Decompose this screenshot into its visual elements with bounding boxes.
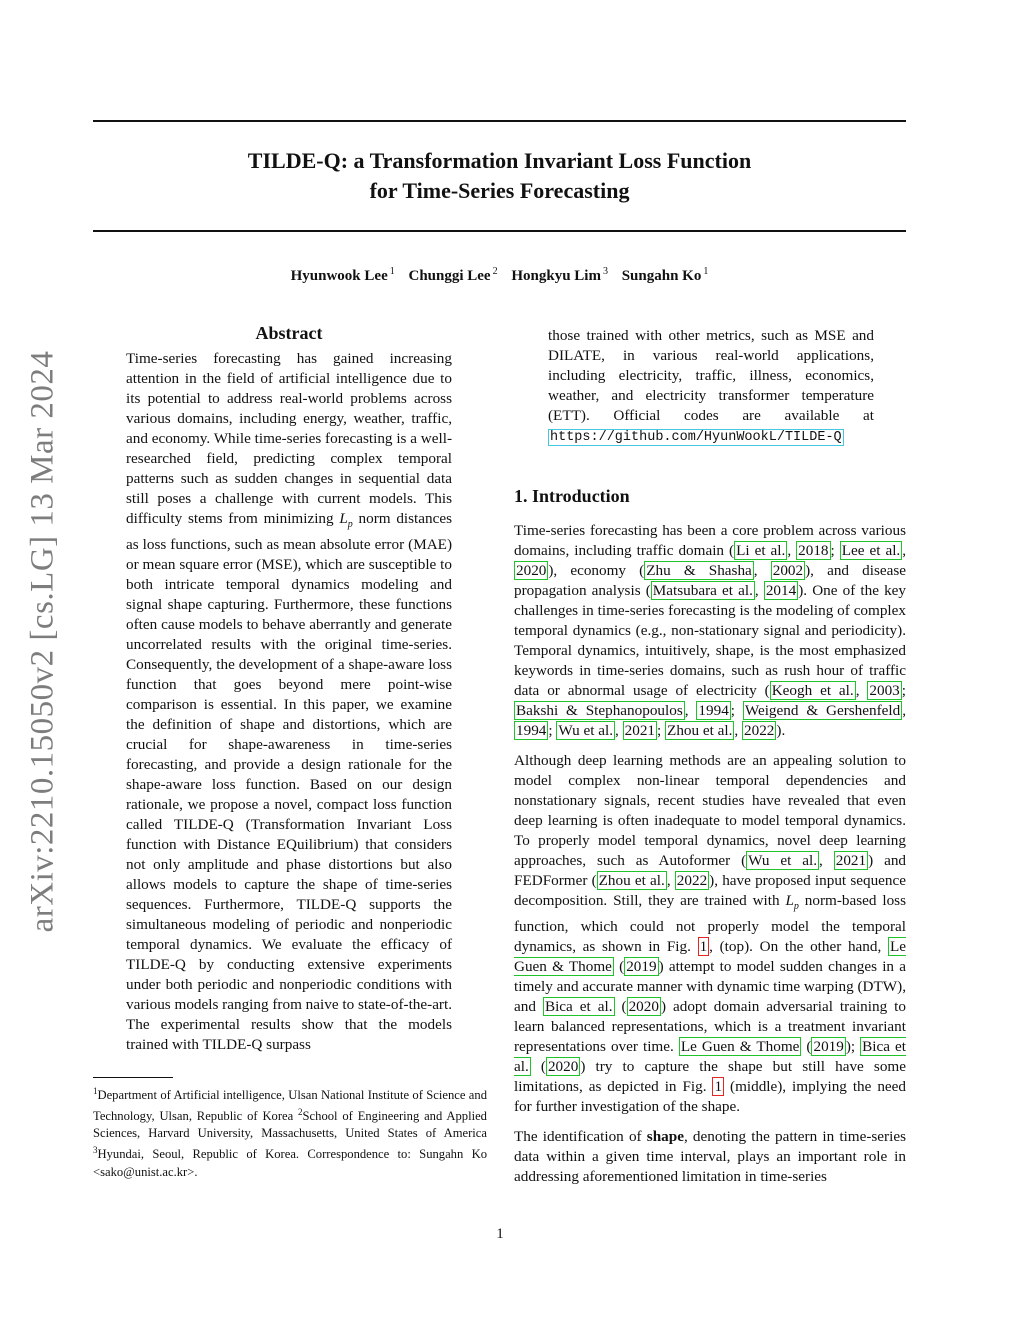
- footnote-rule: [93, 1077, 173, 1078]
- citation-link[interactable]: Zhou et al.: [667, 722, 733, 739]
- lp-norm-symbol: $L_p$: [339, 510, 353, 531]
- abstract-continuation: those trained with other metrics, such as MSE and DILATE, in various real-world applications, including electricity, traffic, illness, economics, weather, and electricity transformer temperature (ETT). Official codes are available at https://github.com/HyunWookL/TILDE-Q: [548, 327, 874, 445]
- paper-title: [93, 146, 906, 206]
- citation-link[interactable]: Le Guen & Thome: [680, 1038, 800, 1056]
- introduction-heading: 1. Introduction: [514, 486, 630, 506]
- author: Hongkyu Lim $^3$: [511, 266, 608, 284]
- figure-reference-link[interactable]: 1: [699, 938, 708, 956]
- author: Chunggi Lee $^2$: [408, 266, 498, 284]
- citation-link[interactable]: Zhu & Shasha: [646, 562, 752, 579]
- emphasized-term: shape: [646, 1128, 684, 1146]
- citation-link[interactable]: Wu et al.: [558, 722, 614, 739]
- citation-link[interactable]: 2022: [744, 722, 775, 739]
- citation-link[interactable]: 2020: [516, 562, 547, 579]
- citation-link[interactable]: Wu et al.: [748, 852, 818, 869]
- citation-link[interactable]: 2021: [835, 852, 867, 869]
- lp-norm-symbol: $L_p$: [785, 892, 799, 913]
- citation-link[interactable]: Le Guen & Thome: [514, 938, 906, 976]
- right-column: [514, 326, 906, 1197]
- intro-paragraph-3: The identification of shape, denoting the pattern in time-series data within a given time interval, plays an important role in addressing aforementioned limitation in time-series: [514, 1128, 906, 1186]
- citation-link[interactable]: Weigend & Gershenfeld: [744, 702, 901, 719]
- github-link[interactable]: https://github.com/HyunWookL/TILDE-Q: [550, 430, 842, 445]
- citation-link[interactable]: 2018: [798, 542, 829, 559]
- figure-reference-link[interactable]: 1: [714, 1078, 723, 1096]
- citation-link[interactable]: 2014: [765, 582, 797, 599]
- citation-link[interactable]: Lee et al.: [841, 542, 901, 559]
- citation-link[interactable]: Bica et al.: [514, 1038, 906, 1076]
- citation-link[interactable]: 2020: [628, 998, 659, 1016]
- citation-link[interactable]: 2019: [626, 958, 657, 976]
- citation-link[interactable]: 1994: [698, 702, 729, 719]
- title-line-2: for Time-Series Forecasting: [369, 178, 630, 203]
- abstract-body: Time-series forecasting has gained increasing attention in the field of artificial intelligence due to its potential to address real-world problems across various domains, including energy, weather, traffic, and economy. While time-series forecasting is a well-researched field, predicting complex temporal patterns such as sudden changes in sequential data still poses a challenge with current models. This difficulty stems from minimizing $L_p$ norm distances as loss functions, such as mean absolute error (MAE) or mean square error (MSE), which are susceptible to both intricate temporal dynamics modeling and signal shape capturing. Furthermore, these functions often cause models to behave aberrantly and generate uncorrelated results with the original time-series. Consequently, the development of a shape-aware loss function that goes beyond mere point-wise comparison is essential. In this paper, we examine the definition of shape and distortions, which are crucial for shape-awareness in time-series forecasting, and provide a design rationale for the shape-aware loss function. Based on our design rationale, we propose a novel, compact loss function called TILDE-Q (Transformation Invariant Loss function with Distance EQuilibrium) that considers not only amplitude and phase distortions but also allows models to capture the shape of time-series sequences. Furthermore, TILDE-Q supports the simultaneous modeling of periodic and nonperiodic temporal dynamics. We evaluate the efficacy of TILDE-Q by conducting extensive experiments under both periodic and nonperiodic conditions with various models ranging from naive to state-of-the-art. The experimental results show that the models trained with TILDE-Q surpass: [126, 350, 453, 1054]
- left-column: [126, 322, 452, 1065]
- citation-link[interactable]: Keogh et al.: [771, 682, 854, 699]
- intro-paragraph-2: Although deep learning methods are an appealing solution to model complex non-linear temporal dependencies and nonstationary signals, recent studies have revealed that even deep learning is often inadequate to model temporal dynamics. To properly model temporal dynamics, novel deep learning approaches, such as Autoformer ( Wu et al. , 2021 ) and FEDFormer ( Zhou et al. , 2022 ), have proposed input sequence decomposition. Still, they are trained with $L_p$ norm-based loss function, which could not properly model the temporal dynamics, as shown in Fig. 1 , (top). On the other hand, Le Guen & Thome ( 2019 ) attempt to model sudden changes in a timely and accurate manner with dynamic time warping (DTW), and Bica et al. ( 2020 ) adopt domain adversarial training to learn balanced representations, which is a treatment invariant representations over time. Le Guen & Thome ( 2019 ); Bica et al. ( 2020 ) try to capture the shape but still have some limitations, as depicted in Fig. 1 (middle), implying the need for further investigation of the shape.: [514, 752, 907, 1116]
- citation-link[interactable]: 2019: [813, 1038, 844, 1056]
- arxiv-identifier-text: arXiv:2210.15050v2 [cs.LG] 13 Mar 2024: [24, 350, 61, 932]
- author-list: [93, 266, 906, 285]
- citation-link[interactable]: 2003: [869, 682, 900, 699]
- citation-link[interactable]: Matsubara et al.: [652, 582, 753, 599]
- title-rule-top: [93, 120, 906, 122]
- abstract-heading: Abstract: [255, 323, 323, 343]
- citation-link[interactable]: Zhou et al.: [598, 872, 665, 889]
- citation-link[interactable]: 2021: [624, 722, 656, 739]
- citation-link[interactable]: Bica et al.: [544, 998, 613, 1016]
- title-rule-bottom: [93, 230, 906, 232]
- author: Hyunwook Lee $^1$: [290, 266, 395, 284]
- citation-link[interactable]: Li et al.: [736, 542, 786, 559]
- intro-paragraph-1: Time-series forecasting has been a core problem across various domains, including traffic domain ( Li et al. , 2018 ; Lee et al. , 2020 ), economy ( Zhu & Shasha , 2002 ), and disease propagation analysis ( Matsubara et al. , 2014 ). One of the key challenges in time-series forecasting is the modeling of complex temporal dynamics (e.g., non-stationary signal and periodicity). Temporal dynamics, intuitively, shape, is the most emphasized keywords in time-series domains, such as rush hour of traffic data or abnormal usage of electricity ( Keogh et al. , 2003 ; Bakshi & Stephanopoulos , 1994 ; Weigend & Gershenfeld , 1994 ; Wu et al. , 2021 ; Zhou et al. , 2022 ).: [514, 522, 907, 739]
- citation-link[interactable]: 1994: [516, 722, 547, 739]
- title-line-1: TILDE-Q: a Transformation Invariant Loss Function: [247, 148, 752, 173]
- citation-link[interactable]: Bakshi & Stephanopoulos: [516, 702, 683, 719]
- citation-link[interactable]: 2020: [547, 1058, 579, 1076]
- affiliation-footnote: $^1$Department of Artificial intelligence, Ulsan National Institute of Science and Technology, Ulsan, Republic of Korea $^2$School of Engineering and Applied Sciences, Harvard University, Massachusetts, United States of America $^3$Hyundai, Seoul, Republic of Korea. Correspondence to: Sungahn Ko <sako@unist.ac.kr>.: [93, 1086, 487, 1179]
- arxiv-identifier-stamp: [8, 346, 78, 936]
- citation-link[interactable]: 2002: [772, 562, 804, 579]
- citation-link[interactable]: 2022: [676, 872, 708, 889]
- page-number: 1: [496, 1226, 504, 1242]
- author: Sungahn Ko $^1$: [621, 266, 709, 284]
